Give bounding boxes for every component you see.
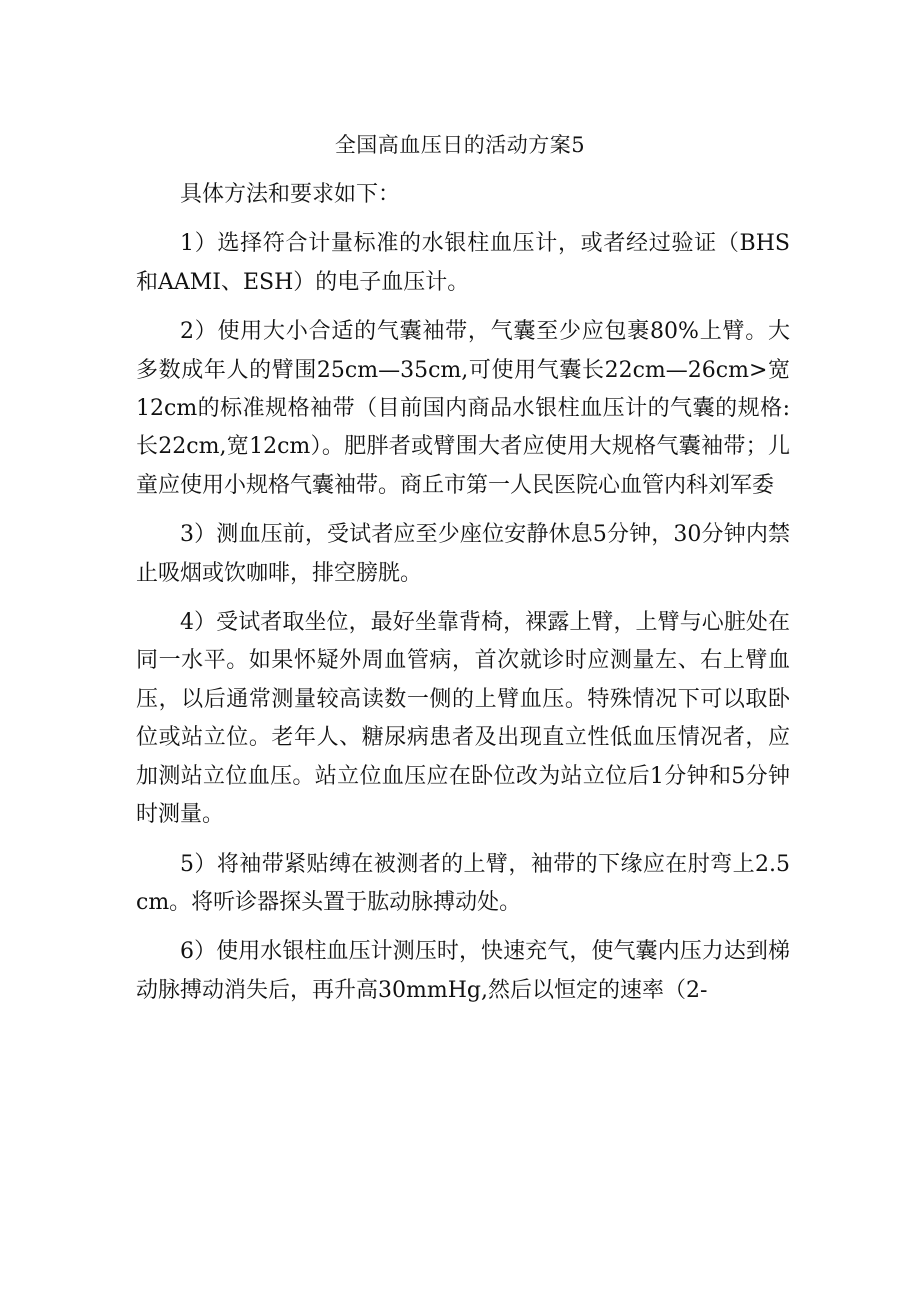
paragraph-item-1: 1）选择符合计量标准的水银柱血压计，或者经过验证（BHS和AAMI、ESH）的电子血压计。	[136, 231, 790, 295]
paragraph-item-6: 6）使用水银柱血压计测压时，快速充气，使气囊内压力达到梯动脉搏动消失后，再升高30mmHg,然后以恒定的速率（2-	[136, 939, 790, 1003]
paragraph-item-3: 3）测血压前，受试者应至少座位安静休息5分钟，30分钟内禁止吸烟或饮咖啡，排空膀胱。	[136, 522, 790, 586]
document-title: 全国高血压日的活动方案5	[334, 133, 586, 157]
paragraph-item-5: 5）将袖带紧贴缚在被测者的上臂，袖带的下缘应在肘弯上2.5cm。将听诊器探头置于肱动脉搏动处。	[136, 851, 790, 915]
document-body	[136, 176, 790, 1021]
paragraph-item-4: 4）受试者取坐位，最好坐靠背椅，裸露上臂，上臂与心脏处在同一水平。如果怀疑外周血管病，首次就诊时应测量左、右上臂血压，以后通常测量较高读数一侧的上臂血压。特殊情况下可以取卧位或站立位。老年人、糖尿病患者及出现直立性低血压情况者，应加测站立位血压。站立位血压应在卧位改为站立位后1分钟和5分钟时测量。	[136, 610, 790, 828]
paragraph-intro: 具体方法和要求如下：	[180, 182, 401, 207]
paragraph-item-2: 2）使用大小合适的气囊袖带，气囊至少应包裹80%上臂。大多数成年人的臂围25cm—35cm,可使用气囊长22cm—26cm>宽12cm的标准规格袖带（目前国内商品水银柱血压计的气囊的规格:长22cm,宽12cm）。肥胖者或臂围大者应使用大规格气囊袖带；儿童应使用小规格气囊袖带。商丘市第一人民医院心血管内科刘军委	[136, 319, 790, 498]
